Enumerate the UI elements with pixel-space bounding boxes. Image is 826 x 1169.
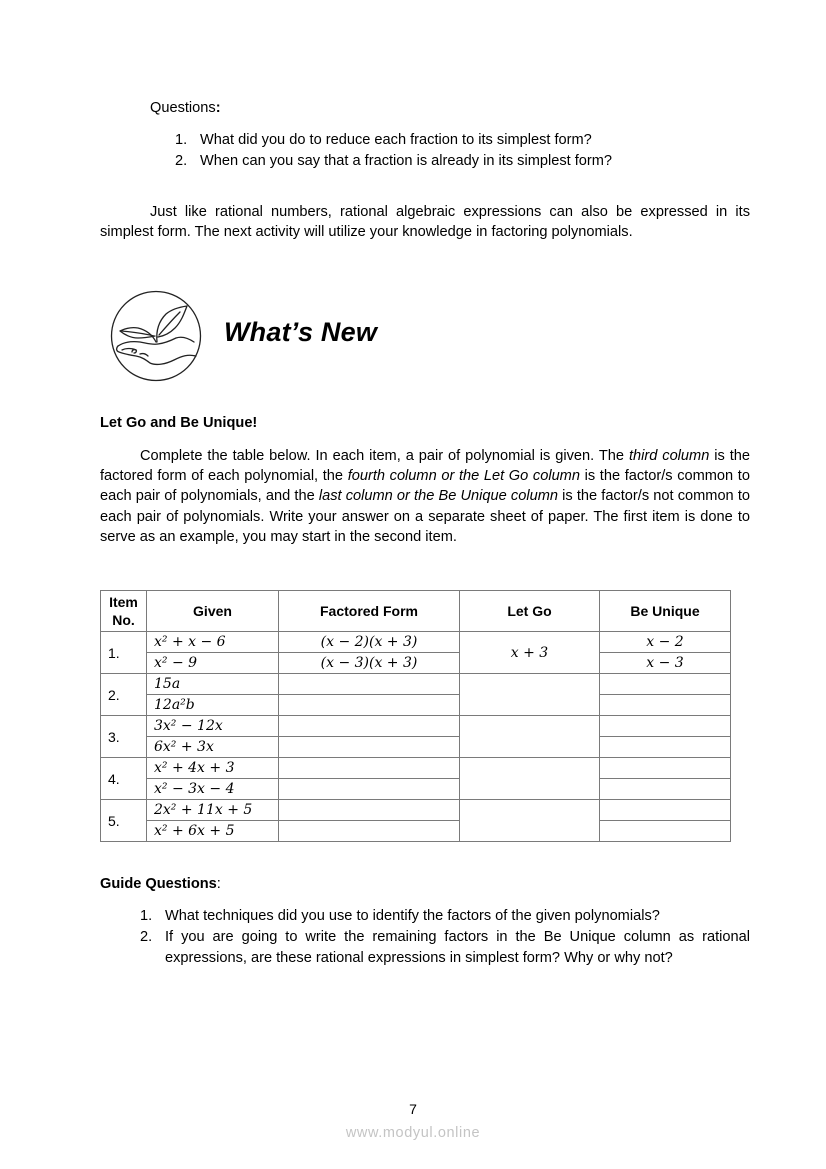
- page-number: 7: [409, 1101, 417, 1117]
- factored-form-cell: [279, 758, 460, 779]
- guide-questions-heading: [100, 876, 221, 892]
- be-unique-cell: [600, 779, 731, 800]
- activity-instructions: [100, 446, 750, 547]
- given-polynomial: x² + 4x + 3: [147, 758, 279, 779]
- item-number: 2.: [175, 153, 188, 169]
- heading-colon: :: [216, 876, 221, 892]
- activity-title: Let Go and Be Unique!: [100, 415, 258, 431]
- factored-form-cell: (x − 3)(x + 3): [279, 653, 460, 674]
- header-be-unique: Be Unique: [600, 591, 731, 632]
- intro-questions-heading: [150, 100, 221, 116]
- table-row: [101, 653, 731, 674]
- given-polynomial: 3x² − 12x: [147, 716, 279, 737]
- header-factored-form: Factored Form: [279, 591, 460, 632]
- factored-form-cell: [279, 800, 460, 821]
- item-text: If you are going to write the remaining factors in the Be Unique column as rational expressions, are these rational expressions in simplest form? Why or why not?: [165, 929, 750, 966]
- given-polynomial: 12a²b: [147, 695, 279, 716]
- let-go-cell: [460, 674, 600, 716]
- item-text: What did you do to reduce each fraction to its simplest form?: [200, 132, 592, 148]
- be-unique-cell: x − 3: [600, 653, 731, 674]
- be-unique-cell: x − 2: [600, 632, 731, 653]
- table-row: [101, 674, 731, 695]
- let-go-cell: x + 3: [460, 632, 600, 674]
- be-unique-cell: [600, 674, 731, 695]
- list-item: [175, 151, 735, 172]
- given-polynomial: 6x² + 3x: [147, 737, 279, 758]
- table-row: [101, 779, 731, 800]
- factored-form-cell: (x − 2)(x + 3): [279, 632, 460, 653]
- be-unique-cell: [600, 737, 731, 758]
- be-unique-cell: [600, 716, 731, 737]
- item-number: 2.: [140, 929, 153, 945]
- header-let-go: Let Go: [460, 591, 600, 632]
- let-go-cell: [460, 800, 600, 842]
- list-item: [175, 130, 735, 151]
- factored-form-cell: [279, 716, 460, 737]
- let-go-cell: [460, 716, 600, 758]
- given-polynomial: x² − 3x − 4: [147, 779, 279, 800]
- heading-colon: :: [215, 100, 221, 116]
- given-polynomial: 15a: [147, 674, 279, 695]
- factored-form-cell: [279, 674, 460, 695]
- factored-form-cell: [279, 695, 460, 716]
- item-text: When can you say that a fraction is already in its simplest form?: [200, 153, 613, 169]
- given-polynomial: x² − 9: [147, 653, 279, 674]
- header-text: Item: [109, 594, 138, 610]
- be-unique-cell: [600, 800, 731, 821]
- instructions-emphasis: fourth column or the Let Go column: [347, 468, 580, 485]
- item-number: 5.: [101, 800, 147, 842]
- instructions-text: is the factor/s not common to each pair of polynomials. Write your answer on a separate sheet of paper. The first item is done to serve as an example, you may start in the second item.: [100, 488, 751, 545]
- table-row: [101, 758, 731, 779]
- list-item: [140, 927, 750, 969]
- let-go-cell: [460, 758, 600, 800]
- header-text: No.: [112, 612, 135, 628]
- given-polynomial: 2x² + 11x + 5: [147, 800, 279, 821]
- instructions-text: is the factor/s common to each pair of polynomials, and the: [100, 468, 750, 505]
- table-row: [101, 695, 731, 716]
- item-number: 4.: [101, 758, 147, 800]
- instructions-text: Complete the table below. In each item, a pair of polynomial is given. The: [140, 448, 629, 464]
- item-number: 3.: [101, 716, 147, 758]
- transition-paragraph: Just like rational numbers, rational algebraic expressions can also be expressed in its simplest form. The next activity will utilize your knowledge in factoring polynomials.: [100, 204, 750, 241]
- table-row: [101, 737, 731, 758]
- factored-form-cell: [279, 737, 460, 758]
- polynomial-table: [100, 590, 731, 842]
- header-given: Given: [147, 591, 279, 632]
- item-number: 1.: [101, 632, 147, 674]
- item-number: 1.: [175, 132, 188, 148]
- header-item-no: [101, 591, 147, 632]
- hand-holding-plant-icon: [110, 290, 202, 382]
- factored-form-cell: [279, 821, 460, 842]
- guide-questions-list: [140, 906, 750, 969]
- table-row: [101, 800, 731, 821]
- watermark: www.modyul.online: [345, 1125, 481, 1141]
- be-unique-cell: [600, 821, 731, 842]
- table-header-row: [101, 591, 731, 632]
- given-polynomial: x² + 6x + 5: [147, 821, 279, 842]
- instructions-emphasis: last column or the Be Unique column: [318, 488, 558, 505]
- instructions-emphasis: third column: [628, 448, 710, 464]
- section-title: What’s New: [224, 317, 378, 347]
- item-number: 1.: [140, 908, 153, 924]
- heading-text: Questions: [150, 100, 216, 116]
- table-row: [101, 632, 731, 653]
- be-unique-cell: [600, 758, 731, 779]
- table-row: [101, 716, 731, 737]
- table-row: [101, 821, 731, 842]
- instructions-text: is the factored form of each polynomial, the: [100, 448, 751, 485]
- factored-form-cell: [279, 779, 460, 800]
- heading-text: Guide Questions: [100, 876, 217, 892]
- be-unique-cell: [600, 695, 731, 716]
- item-number: 2.: [101, 674, 147, 716]
- item-text: What techniques did you use to identify the factors of the given polynomials?: [165, 908, 660, 924]
- intro-questions-list: [175, 130, 735, 172]
- given-polynomial: x² + x − 6: [147, 632, 279, 653]
- list-item: [140, 906, 750, 927]
